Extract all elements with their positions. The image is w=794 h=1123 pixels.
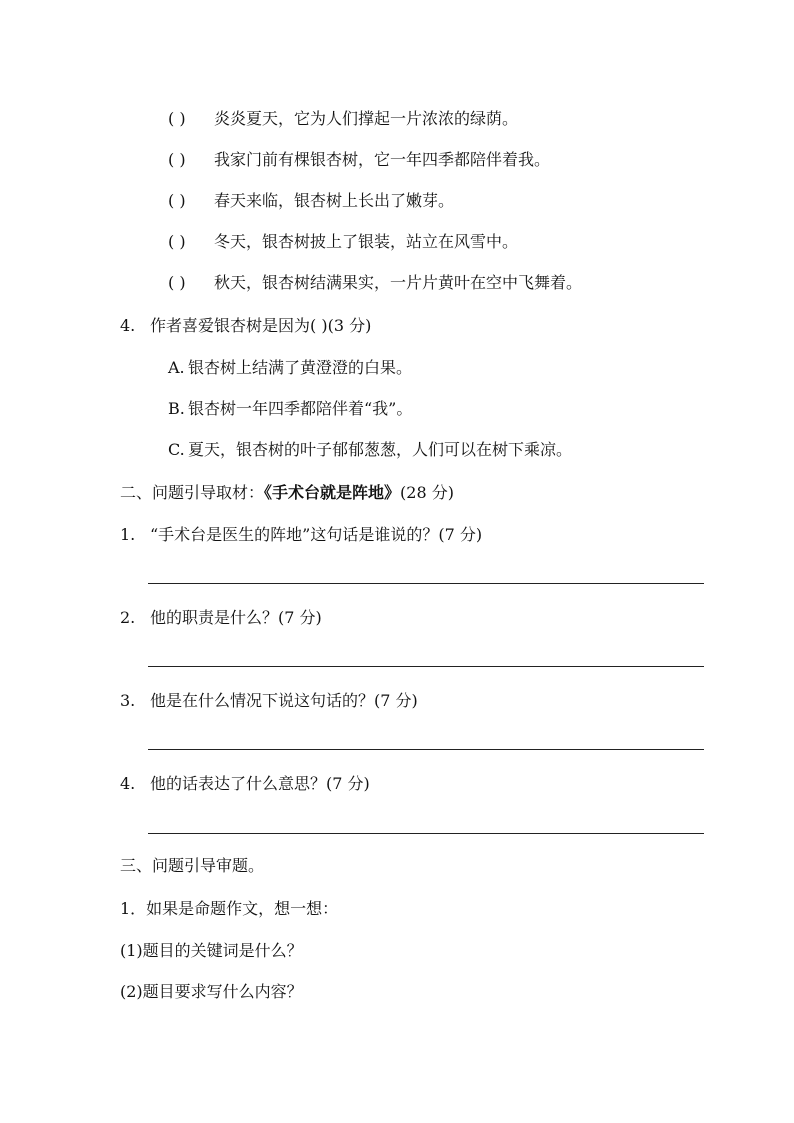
section-2-heading [120, 482, 454, 504]
order-item-5 [168, 272, 582, 294]
section-3-sub-question-2: (2)题目要求写什么内容？ [120, 982, 303, 1001]
option-letter: A. [168, 358, 185, 377]
order-item-3 [168, 190, 454, 212]
answer-line-2[interactable] [148, 666, 704, 667]
option-a[interactable] [168, 357, 412, 379]
section-2-question-1 [120, 524, 482, 546]
option-text: 夏天，银杏树的叶子郁郁葱葱，人们可以在树下乘凉。 [188, 440, 573, 459]
order-item-2 [168, 149, 550, 171]
question-text: 作者喜爱银杏树是因为( )(3 分) [150, 316, 372, 335]
section-2-score: (28 分) [400, 483, 454, 502]
answer-blank[interactable]: ( ) [168, 109, 186, 128]
section-2-question-3 [120, 690, 418, 712]
option-text: 银杏树一年四季都陪伴着“我”。 [188, 399, 413, 418]
answer-blank[interactable]: ( ) [168, 232, 186, 251]
order-item-1 [168, 108, 518, 130]
question-number: 1. [120, 525, 136, 544]
order-item-text: 我家门前有棵银杏树，它一年四季都陪伴着我。 [214, 150, 551, 169]
answer-blank[interactable]: ( ) [168, 273, 186, 292]
answer-line-4[interactable] [148, 833, 704, 834]
option-text: 银杏树上结满了黄澄澄的白果。 [188, 358, 413, 377]
option-b[interactable] [168, 398, 412, 420]
question-text: 他的话表达了什么意思？(7 分) [150, 774, 370, 793]
option-letter: B. [168, 399, 185, 418]
option-c[interactable] [168, 439, 572, 461]
section-3-sub-question-1: (1)题目的关键词是什么？ [120, 941, 303, 960]
order-item-text: 冬天，银杏树披上了银装，站立在风雪中。 [214, 232, 519, 251]
section-3-question-1: 1．如果是命题作文，想一想： [120, 899, 339, 918]
answer-line-3[interactable] [148, 749, 704, 750]
section-2-question-4 [120, 773, 370, 795]
option-letter: C. [168, 440, 185, 459]
question-number: 3. [120, 691, 136, 710]
question-text: 他是在什么情况下说这句话的？(7 分) [150, 691, 418, 710]
order-item-text: 春天来临，银杏树上长出了嫩芽。 [214, 191, 455, 210]
section-2-prefix: 二、问题引导取材： [120, 483, 265, 502]
answer-blank[interactable]: ( ) [168, 191, 186, 210]
order-item-text: 炎炎夏天，它为人们撑起一片浓浓的绿荫。 [214, 109, 519, 128]
question-number: 4. [120, 316, 136, 335]
answer-blank[interactable]: ( ) [168, 150, 186, 169]
answer-line-1[interactable] [148, 583, 704, 584]
section-2-question-2 [120, 607, 322, 629]
section-3-heading: 三、问题引导审题。 [120, 856, 265, 875]
question-text: 他的职责是什么？(7 分) [150, 608, 322, 627]
order-item-text: 秋天，银杏树结满果实，一片片黄叶在空中飞舞着。 [214, 273, 583, 292]
section-2-title: 《手术台就是阵地》 [264, 483, 401, 502]
question-number: 2. [120, 608, 136, 627]
question-4 [120, 315, 371, 337]
order-item-4 [168, 231, 518, 253]
question-text: “手术台是医生的阵地”这句话是谁说的？(7 分) [150, 525, 483, 544]
question-number: 4. [120, 774, 136, 793]
